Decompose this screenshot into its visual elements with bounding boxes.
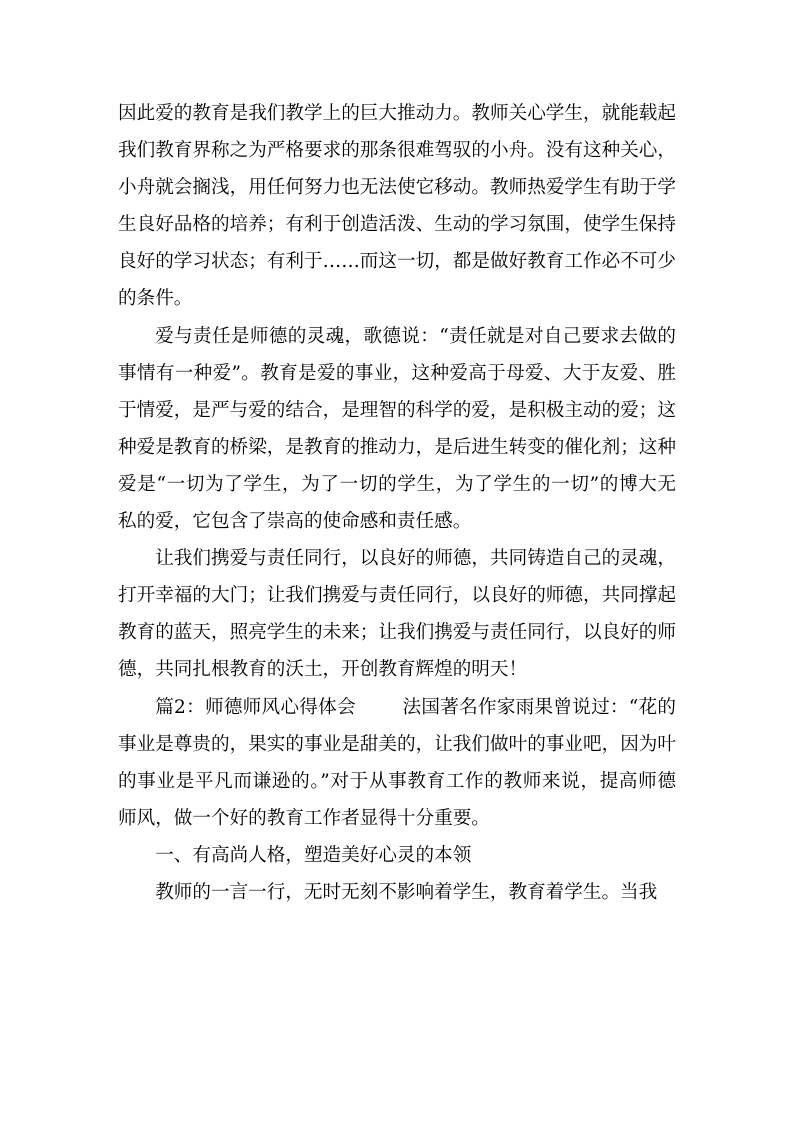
section-2-heading: 篇2：师德师风心得体会 — [155, 696, 356, 718]
paragraph-last: 教师的一言一行，无时无刻不影响着学生，教育着学生。当我 — [155, 881, 658, 903]
paragraph-section-2 — [118, 689, 676, 837]
document-page — [118, 95, 676, 911]
section-2-text: 法国著名作家雨果曾说过：“花的事业是尊贵的，果实的事业是甜美的，让我们做叶的事业吧，因为叶的事业是平凡而谦逊的。”对于从事教育工作的教师来说，提高师德师风，做一个好的教育工作者显得十分重要。 — [118, 696, 676, 829]
paragraph-2: 爱与责任是师德的灵魂，歌德说：“责任就是对自己要求去做的事情有一种爱”。教育是爱的事业，这种爱高于母爱、大于友爱、胜于情爱，是严与爱的结合，是理智的科学的爱，是积极主动的爱；这种爱是教育的桥梁，是教育的推动力，是后进生转变的催化剂；这种爱是“一切为了学生，为了一切的学生，为了学生的一切”的博大无私的爱，它包含了崇高的使命感和责任感。 — [118, 325, 676, 533]
paragraph-3: 让我们携爱与责任同行，以良好的师德，共同铸造自己的灵魂，打开幸福的大门；让我们携爱与责任同行，以良好的师德，共同撑起教育的蓝天，照亮学生的未来；让我们携爱与责任同行，以良好的师德，共同扎根教育的沃土，开创教育辉煌的明天！ — [118, 548, 676, 681]
subheading: 一、有高尚人格，塑造美好心灵的本领 — [155, 844, 472, 866]
paragraph-1: 因此爱的教育是我们教学上的巨大推动力。教师关心学生，就能载起我们教育界称之为严格要求的那条很难驾驭的小舟。没有这种关心，小舟就会搁浅，用任何努力也无法使它移动。教师热爱学生有助于学生良好品格的培养；有利于创造活泼、生动的学习氛围，使学生保持良好的学习状态；有利于……而这一切，都是做好教育工作必不可少的条件。 — [118, 103, 676, 310]
